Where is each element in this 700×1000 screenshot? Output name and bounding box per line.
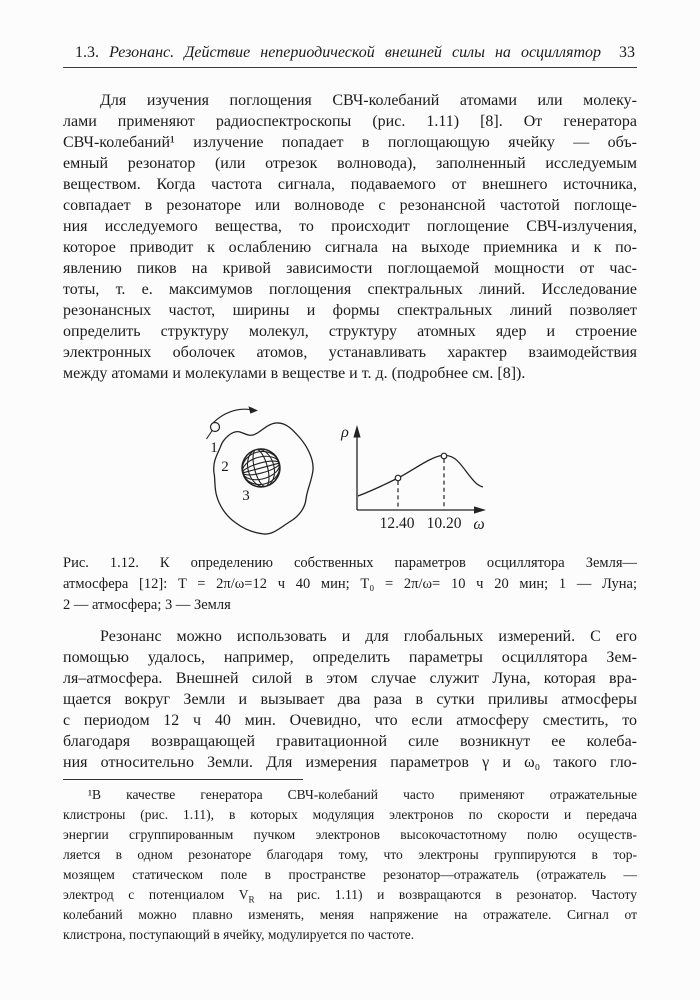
curve-point-T — [395, 475, 401, 481]
vr-subscript: R — [248, 894, 255, 905]
earth-globe-icon — [238, 445, 285, 492]
x-tick-2: 10.20 — [426, 515, 462, 532]
text-line: которое приводит к ослаблению сигнала на выходе приемника и к по- — [63, 239, 637, 256]
text-line: с периодом 12 ч 40 мин. Очевидно, что если атмосферу сместить, то — [63, 712, 637, 729]
footnote-line: клистрона, поступающий в ячейку, модулируется по частоте. — [63, 927, 415, 942]
figure-caption — [63, 553, 637, 616]
running-head-text — [75, 44, 601, 62]
section-title: Резонанс. Действие непериодической внешней силы на осциллятор — [109, 44, 601, 61]
earth-label: 3 — [242, 488, 250, 504]
caption-line: атмосфера [12]: T = 2π/ω=12 ч 40 мин; T₀ = 2π/ω= 10 ч 20 мин; 1 — Луна; — [63, 576, 637, 592]
text-line: определить структуру молекул, структуру атомных ядер и строение — [63, 323, 637, 340]
x-axis-arrowhead — [474, 506, 486, 513]
footnote-line-part: электрод с потенциалом V — [63, 887, 249, 902]
text-line: СВЧ-колебаний¹ излучение попадает в поглощающую ячейку — объ- — [63, 134, 637, 151]
atmosphere-label: 2 — [221, 459, 229, 475]
text-line: помощью удалось, например, определить параметры осциллятора Зем- — [63, 649, 637, 666]
text-line: Для изучения поглощения СВЧ-колебаний атомами или молеку- — [100, 92, 637, 109]
footnote-line: колебаний можно плавно изменять, меняя напряжение на отражателе. Сигнал от — [63, 907, 637, 922]
x-tick-1: 12.40 — [379, 515, 415, 532]
text-line: щается вокруг Земли и вызывает два раза в сутки приливы атмосферы — [63, 691, 637, 708]
text-line: Резонанс можно использовать и для глобальных измерений. С его — [100, 628, 637, 645]
text-line: емный резонатор (или отрезок волновода), заполненный исследуемым — [63, 155, 637, 172]
text-line: ния исследуемого вещества, то происходит поглощение СВЧ-излучения, — [63, 218, 637, 235]
footnote-line-part: на рис. 1.11) и возвращаются в резонатор. Частоту — [254, 887, 637, 902]
footnote-line: мозящем статическом поле в пространстве резонатор—отражатель (отражатель — — [63, 867, 637, 882]
text-line: совпадает в резонаторе или волноводе с резонансной частотой поглоще- — [63, 197, 637, 214]
text-line: лами применяют радиоспектроскопы (рис. 1.11) [8]. От генератора — [63, 113, 637, 130]
moon-label: 1 — [210, 440, 218, 456]
x-axis-label: ω — [473, 516, 485, 533]
footnote-rule — [63, 779, 303, 780]
text-line: ния относительно Земли. Для измерения параметров γ и ω₀ такого гло- — [63, 754, 637, 771]
text-line: между атомами и молекулами в веществе и т. д. (подробнее см. [8]). — [63, 365, 526, 382]
moon-orbit-arrow — [213, 409, 250, 423]
footnote-line: ¹В качестве генератора СВЧ-колебаний часто применяют отражательные — [88, 787, 637, 802]
figure-1-12 — [63, 400, 637, 548]
paragraph-2 — [63, 626, 637, 773]
resonance-plot — [340, 424, 486, 533]
moon-orbit-arrowhead — [249, 406, 259, 413]
text-line: электронных оболочек атомов, устанавливать характер взаимодействия — [63, 344, 637, 361]
paragraph-1 — [63, 90, 637, 384]
footnote-line: клистроны (рис. 1.11), в которых модуляция электронов по скорости и передача — [63, 807, 637, 822]
text-line: резонансных частот, ширины и формы спектральных линий позволяет — [63, 302, 637, 319]
moon-icon — [211, 423, 220, 432]
curve-point-T0 — [441, 453, 447, 459]
page-number: 33 — [619, 44, 635, 61]
text-line: тоты, т. е. максимумов поглощения спектральных линий. Исследование — [63, 281, 637, 298]
section-number: 1.3. — [75, 44, 99, 61]
text-line: явлению пиков на кривой зависимости поглощаемой мощности от час- — [63, 260, 637, 277]
figure-drawing — [178, 400, 518, 548]
footnote-line: ляется в одном резонаторе благодаря тому, что электроны группируются в тор- — [63, 847, 637, 862]
running-head — [63, 44, 637, 68]
text-line: благодаря возвращающей гравитационной силе возникнут ее колеба- — [63, 733, 637, 750]
text-line: веществом. Когда частота сигнала, подаваемого от внешнего источника, — [63, 176, 637, 193]
text-line: ля–атмосфера. Внешней силой в этом случае служит Луна, которая вра- — [63, 670, 637, 687]
footnote-line: энергии сгруппированным пучком электронов высокочастотному полю осуществ- — [63, 827, 637, 842]
resonance-curve — [358, 455, 483, 496]
caption-line: 2 — атмосфера; 3 — Земля — [63, 597, 231, 613]
earth-atmosphere-sketch — [207, 406, 314, 534]
footnote — [63, 785, 637, 945]
y-axis-arrowhead — [353, 425, 360, 438]
caption-line: Рис. 1.12. К определению собственных параметров осциллятора Земля— — [63, 555, 637, 571]
y-axis-label: ρ — [341, 424, 349, 441]
footnote-line — [63, 885, 637, 905]
